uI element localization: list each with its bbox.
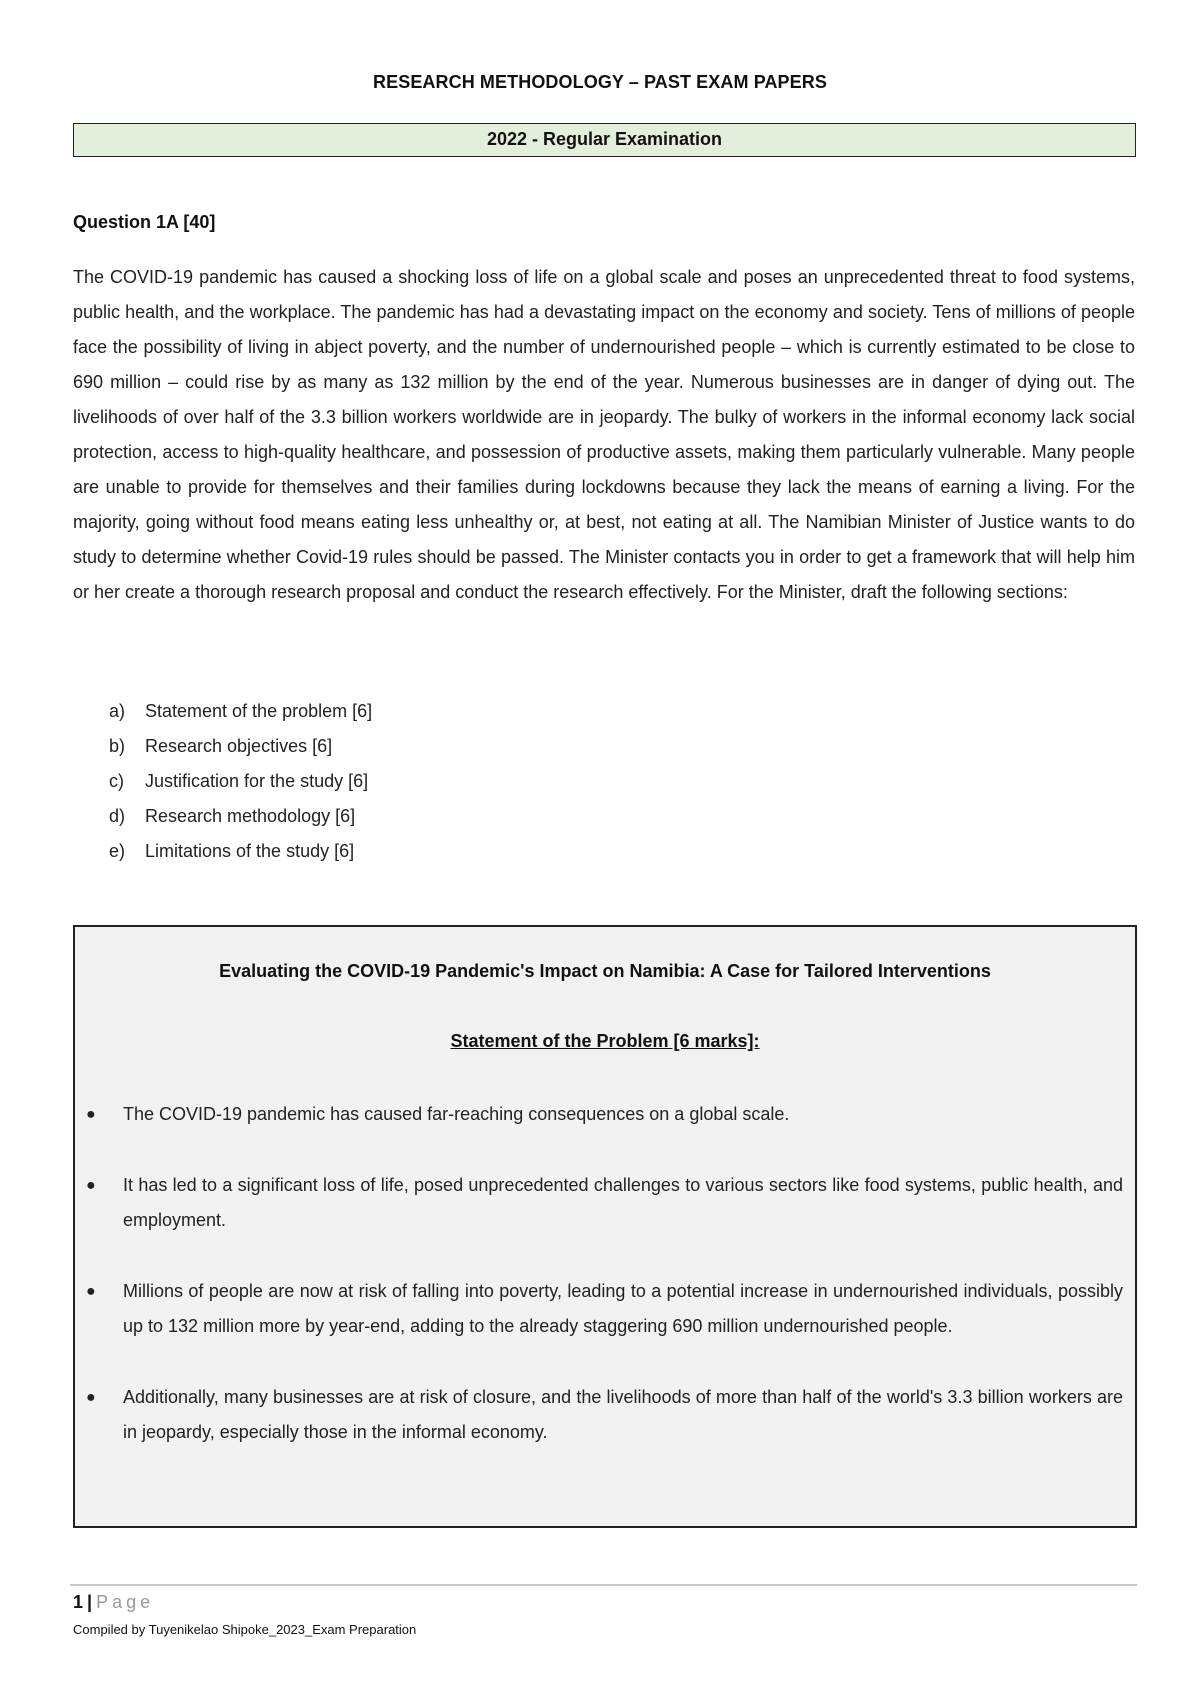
bullet-icon: ● (86, 1389, 96, 1406)
footer-divider (70, 1584, 1137, 1586)
bullet-icon: ● (86, 1177, 96, 1194)
question-body: The COVID-19 pandemic has caused a shocking loss of life on a global scale and poses an unprecedented threat to food systems, public health, and the workplace. The pandemic has had a devastating impact on the economy and society. Tens of millions of people face the possibility of living in abject poverty, and the number of undernourished people – which is currently estimated to be close to 690 million – could rise by as many as 132 million by the end of the year. Numerous businesses are in danger of dying out. The livelihoods of over half of the 3.3 billion workers worldwide are in jeopardy. The bulky of workers in the informal economy lack social protection, access to high-quality healthcare, and possession of productive assets, making them particularly vulnerable. Many people are unable to provide for themselves and their families during lockdowns because they lack the means of earning a living. For the majority, going without food means eating less unhealthy or, at best, not eating at all. The Namibian Minister of Justice wants to do study to determine whether Covid-19 rules should be passed. The Minister contacts you in order to get a framework that will help him or her create a thorough research proposal and conduct the research effectively. For the Minister, draft the following sections: (73, 267, 1135, 602)
bullet-item (75, 1168, 1123, 1238)
question-heading: Question 1A [40] (73, 212, 216, 232)
list-item-text: Statement of the problem [6] (145, 701, 373, 721)
list-item (73, 799, 372, 834)
list-item (73, 834, 372, 869)
answer-bullet-list (75, 1097, 1123, 1486)
bullet-text: It has led to a significant loss of life, posed unprecedented challenges to various sectors like food systems, public health, and employment. (123, 1175, 1123, 1230)
answer-box (73, 925, 1137, 1528)
list-item (73, 694, 372, 729)
footer-credit: Compiled by Tuyenikelao Shipoke_2023_Exam Preparation (73, 1622, 417, 1637)
bullet-item (75, 1380, 1123, 1450)
bullet-text: Additionally, many businesses are at risk of closure, and the livelihoods of more than half of the world's 3.3 billion workers are in jeopardy, especially those in the informal economy. (123, 1387, 1123, 1442)
bullet-item (75, 1097, 1123, 1132)
list-item-text: Research objectives [6] (145, 736, 333, 756)
list-marker: c) (109, 771, 124, 791)
exam-banner: 2022 - Regular Examination (73, 123, 1136, 157)
page-number: 1 (73, 1592, 84, 1612)
list-item (73, 764, 372, 799)
list-marker: b) (109, 736, 126, 756)
list-marker: d) (109, 806, 126, 826)
bullet-item (75, 1274, 1123, 1344)
list-item (73, 729, 372, 764)
answer-title: Evaluating the COVID-19 Pandemic's Impact on Namibia: A Case for Tailored Interventions (219, 961, 991, 981)
answer-subtitle: Statement of the Problem [6 marks]: (450, 1031, 760, 1051)
list-item-text: Limitations of the study [6] (145, 841, 355, 861)
list-marker: e) (109, 841, 126, 861)
bullet-text: The COVID-19 pandemic has caused far-reaching consequences on a global scale. (123, 1104, 790, 1124)
bullet-icon: ● (86, 1283, 96, 1300)
list-item-text: Research methodology [6] (145, 806, 356, 826)
page-number-footer (73, 1592, 154, 1613)
sections-list (73, 694, 372, 869)
bullet-icon: ● (86, 1106, 96, 1123)
document-title: RESEARCH METHODOLOGY – PAST EXAM PAPERS (373, 72, 827, 92)
page-label: Page (96, 1592, 155, 1612)
list-item-text: Justification for the study [6] (145, 771, 369, 791)
list-marker: a) (109, 701, 126, 721)
page-separator: | (87, 1592, 93, 1612)
bullet-text: Millions of people are now at risk of falling into poverty, leading to a potential increase in undernourished individuals, possibly up to 132 million more by year-end, adding to the already staggering 690 million undernourished people. (123, 1281, 1123, 1336)
